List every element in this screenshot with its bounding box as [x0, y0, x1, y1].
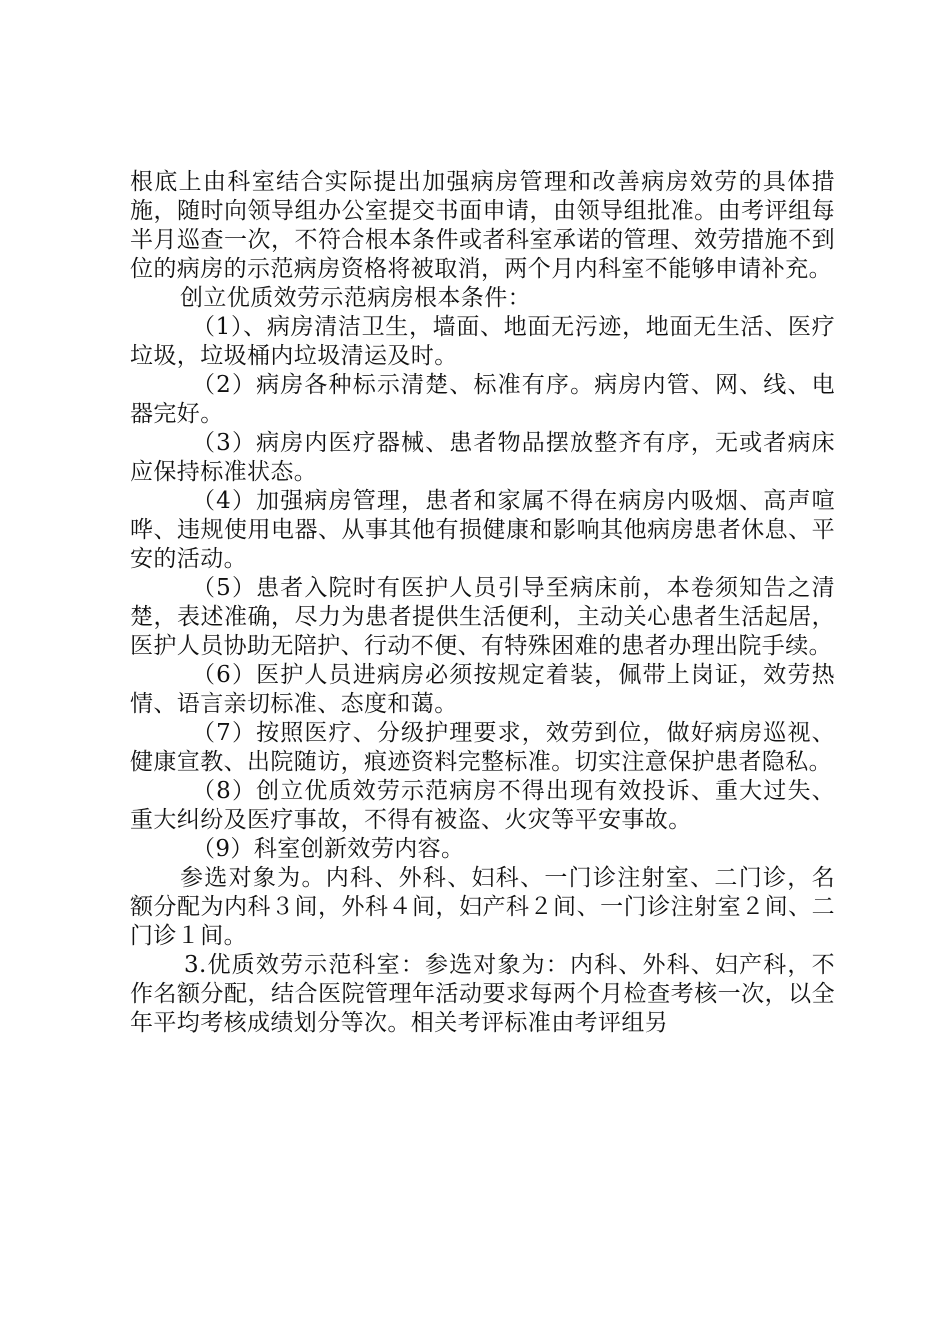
paragraph-condition-3: （3）病房内医疗器械、患者物品摆放整齐有序，无或者病床应保持标准状态。 [130, 430, 835, 485]
paragraph-continuation: 根底上由科室结合实际提出加强病房管理和改善病房效劳的具体措施，随时向领导组办公室提交书面申请，由领导组批准。由考评组每半月巡查一次，不符合根本条件或者科室承诺的管理、效劳措施不到位的病房的示范病房资格将被取消，两个月内科室不能够申请补充。 [130, 169, 835, 282]
paragraph-condition-6: （6）医护人员进病房必须按规定着装，佩带上岗证，效劳热情、语言亲切标准、态度和蔼。 [130, 662, 835, 717]
paragraph-condition-5: （5）患者入院时有医护人员引导至病床前，本卷须知告之清楚，表述准确，尽力为患者提供生活便利，主动关心患者生活起居，医护人员协助无陪护、行动不便、有特殊困难的患者办理出院手续。 [130, 575, 835, 659]
paragraph-condition-4: （4）加强病房管理，患者和家属不得在病房内吸烟、高声喧哗、违规使用电器、从事其他有损健康和影响其他病房患者休息、平安的活动。 [130, 488, 835, 572]
paragraph-section-3: 3.优质效劳示范科室：参选对象为：内科、外科、妇产科，不作名额分配，结合医院管理年活动要求每两个月检查考核一次，以全年平均考核成绩划分等次。相关考评标准由考评组另 [130, 952, 835, 1036]
paragraph-condition-1: （1）、病房清洁卫生，墙面、地面无污迹，地面无生活、医疗垃圾，垃圾桶内垃圾清运及时。 [130, 314, 835, 369]
paragraph-condition-9: （9）科室创新效劳内容。 [192, 836, 465, 862]
paragraph-condition-8: （8）创立优质效劳示范病房不得出现有效投诉、重大过失、重大纠纷及医疗事故，不得有被盗、火灾等平安事故。 [130, 778, 835, 833]
paragraph-conditions-heading: 创立优质效劳示范病房根本条件： [180, 285, 531, 311]
paragraph-condition-2: （2）病房各种标示清楚、标准有序。病房内管、网、线、电器完好。 [130, 372, 835, 427]
paragraph-participants: 参选对象为。内科、外科、妇科、一门诊注射室、二门诊，名额分配为内科３间，外科４间，妇产科２间、一门诊注射室２间、二门诊１间。 [130, 865, 835, 949]
document-body [130, 168, 835, 1038]
paragraph-condition-7: （7）按照医疗、分级护理要求，效劳到位，做好病房巡视、健康宣教、出院随访，痕迹资料完整标准。切实注意保护患者隐私。 [130, 720, 835, 775]
